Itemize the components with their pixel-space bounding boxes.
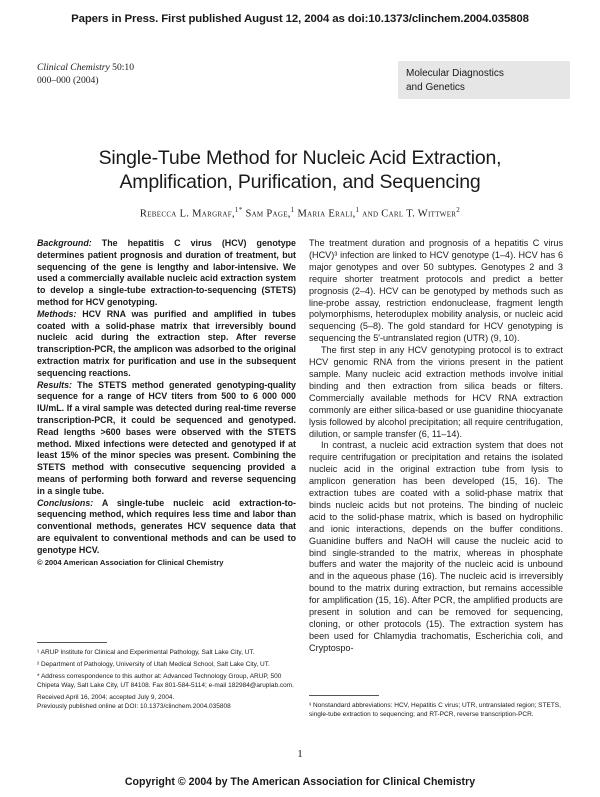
section-label-box bbox=[398, 61, 570, 99]
body-paragraph: In contrast, a nucleic acid extraction system that does not require centrifugation or precipitation and retains the isolated nucleic acid in the original extraction tube from lysis to amplicon generation has been developed (15, 16). The extraction tubes are coated with a solid-phase matrix that binds nucleic acids but not proteins. The binding of nucleic acid to the solid-phase matrix, which is based on hydrophilic and ionic interactions, depends on the buffer conditions. Guanidine buffers and NaOH will cause the nucleic acid to bind single-stranded to the matrix, whereas in phosphate buffers and water the majority of the nucleic acid is unbound and in the aqueous phase (16). The nucleic acid is irreversibly bound to the matrix during extraction, but remains accessible for amplification (15, 16). After PCR, the amplified products are present in solution and can be removed for sequencing, cloning, or other protocols (15). The extraction system has been used for Chlamydia trachomatis, Escherichia coli, and Cryptospo- bbox=[309, 440, 563, 653]
article-title bbox=[0, 146, 600, 194]
abstract-background bbox=[37, 238, 296, 309]
abstract-results bbox=[37, 380, 296, 498]
author-name: and Carl T. Wittwer bbox=[362, 208, 457, 220]
author-affiliation: 1 bbox=[355, 206, 360, 214]
journal-name: Clinical Chemistry bbox=[37, 62, 110, 73]
author-list bbox=[0, 206, 600, 220]
body-paragraph: The first step in any HCV genotyping protocol is to extract HCV genomic RNA from the virions present in the patient sample. Many nucleic acid extraction methods involve initial binding and then extraction from silica beads or filters. Commercially available methods for HCV RNA extraction commonly are either silica-based or use guanidine thiocyanate lysis followed by alcohol precipitation; all require centrifugation, dilution, or sample transfer (6, 11–14). bbox=[309, 345, 563, 439]
author-affiliation: 1* bbox=[234, 206, 243, 214]
received-date: Received April 16, 2004; accepted July 9, 2004. bbox=[37, 694, 175, 701]
journal-reference bbox=[37, 61, 134, 87]
author-name: Rebecca L. Margraf, bbox=[139, 208, 235, 220]
journal-volume: 50:10 bbox=[109, 62, 135, 73]
page-number: 1 bbox=[297, 748, 303, 760]
abstract-copyright: © 2004 American Association for Clinical Chemistry bbox=[37, 557, 224, 567]
results-label: Results: bbox=[37, 379, 73, 390]
background-label: Background: bbox=[37, 238, 92, 248]
methods-text: HCV RNA was purified and amplified in tubes coated with a solid-phase matrix that irreversibly bound nucleic acid during the extraction step. After reverse transcription-PCR, the amplicon was adsorbed to the original extraction matrix for purification and use in the subsequent sequencing reactions. bbox=[37, 308, 296, 378]
press-banner: Papers in Press. First published August 12, 2004 as doi:10.1373/clinchem.2004.035808 bbox=[71, 13, 529, 25]
body-text-column bbox=[309, 238, 563, 655]
abstract bbox=[37, 238, 296, 568]
section-label-line2: and Genetics bbox=[406, 82, 465, 93]
footnote: ³ Nonstandard abbreviations: HCV, Hepatitis C virus; UTR, untranslated region; STETS, single-tube extraction to sequencing; and RT-PCR, reverse transcription-PCR. bbox=[309, 702, 561, 718]
title-line1: Single-Tube Method for Nucleic Acid Extraction, bbox=[98, 147, 502, 169]
footnote: * Address correspondence to this author at: Advanced Technology Group, ARUP, 500 Chipeta Way, Salt Lake City, UT 84108. Fax 801-584-5114; e-mail 182984@aruplab.com. bbox=[37, 673, 294, 689]
abstract-methods bbox=[37, 309, 296, 380]
online-doi: Previously published online at DOI: 10.1373/clinchem.2004.035808 bbox=[37, 703, 231, 710]
methods-label: Methods: bbox=[37, 308, 77, 319]
affiliation-footnotes bbox=[37, 648, 299, 711]
body-paragraph: The treatment duration and prognosis of a hepatitis C virus (HCV)³ infection are linked to HCV genotype (1–4). HCV has 6 major genotypes and over 50 subtypes. Genotypes 2 and 3 require shorter treatment protocols and predict a better prognosis (2–4). HCV can be genotyped by methods such as line-probe assay, restriction endonuclease, fragment length polymorphisms, heteroduplex mobility analysis, or nucleic acid sequencing (5–8). The gold standard for HCV genotyping is sequencing the 5′-untranslated region (UTR) (9, 10). bbox=[309, 238, 563, 344]
author-name: Maria Erali, bbox=[297, 208, 356, 220]
footnote-rule-right bbox=[309, 695, 379, 696]
footer-copyright: Copyright © 2004 by The American Association for Clinical Chemistry bbox=[124, 776, 476, 788]
author-name: Sam Page, bbox=[245, 208, 291, 220]
author-affiliation: 1 bbox=[290, 206, 295, 214]
abstract-conclusions bbox=[37, 498, 296, 557]
title-line2: Amplification, Purification, and Sequencing bbox=[119, 171, 481, 193]
footnote-rule-left bbox=[37, 642, 107, 643]
background-text: The hepatitis C virus (HCV) genotype determines patient prognosis and duration of treatment, but sequencing of the gene is lengthy and labor-intensive. We used a commercially available nucleic acid extraction system to develop a single-tube extraction-to-sequencing (STETS) method for HCV genotyping. bbox=[37, 238, 296, 307]
author-affiliation: 2 bbox=[456, 206, 461, 214]
journal-pages: 000–000 (2004) bbox=[37, 75, 99, 86]
results-text: The STETS method generated genotyping-quality sequence for a range of HCV titers from 500 to 6 000 000 IU/mL. If a viral sample was detected during real-time reverse transcription-PCR, it could be sequenced and genotyped. Read lengths >600 bases were observed with the STETS method. Mixed infections were detected and genotyped if at least 15% of the minor species was present. Combining the STETS method with consecutive sequencing provided a means of performing both forward and reverse sequencing in a single tube. bbox=[37, 379, 296, 496]
section-label-line1: Molecular Diagnostics bbox=[406, 68, 504, 79]
abbreviation-footnote bbox=[309, 701, 563, 719]
conclusions-text: A single-tube nucleic acid extraction-to-sequencing method, which requires less time and labor than conventional methods, generates HCV sequence data that are equivalent to conventional methods and can be used to genotype HCV. bbox=[37, 497, 296, 555]
footnote: ² Department of Pathology, University of Utah Medical School, Salt Lake City, UT. bbox=[37, 661, 270, 668]
conclusions-label: Conclusions: bbox=[37, 497, 94, 508]
footnote: ¹ ARUP Institute for Clinical and Experimental Pathology, Salt Lake City, UT. bbox=[37, 649, 255, 656]
